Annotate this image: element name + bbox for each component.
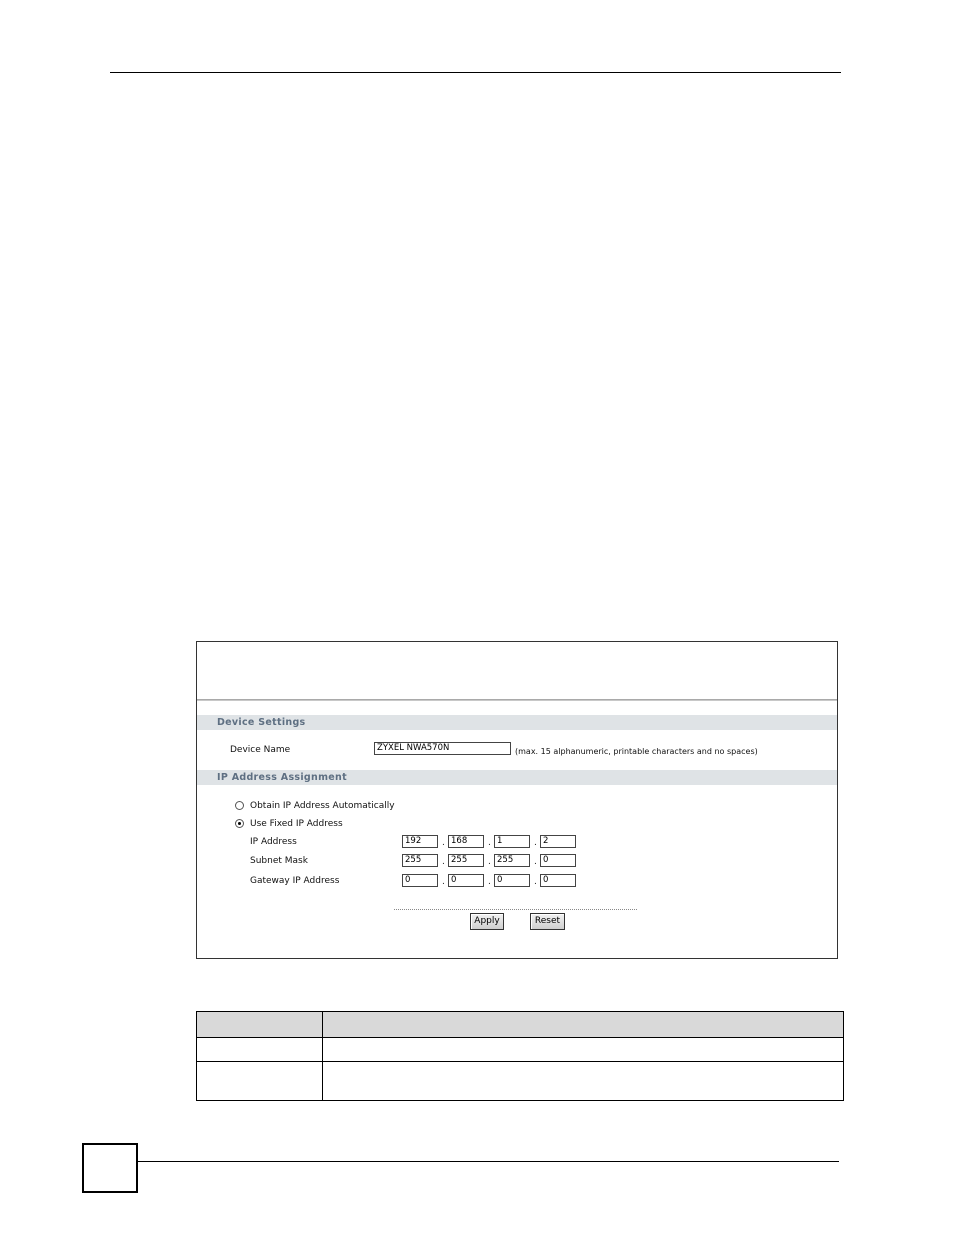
table-cell [197,1062,323,1101]
table-header-cell [197,1012,323,1038]
gateway-ip-octet-1[interactable]: 0 [402,874,438,887]
device-settings-section-title: Device Settings [197,715,837,730]
subnet-mask-octet-1[interactable]: 255 [402,854,438,867]
screen-title-divider [197,699,837,701]
subnet-mask-octet-4[interactable]: 0 [540,854,576,867]
ip-address-octet-4[interactable]: 2 [540,835,576,848]
ip-address-octet-3[interactable]: 1 [494,835,530,848]
subnet-mask-octet-3[interactable]: 255 [494,854,530,867]
gateway-ip-octet-3[interactable]: 0 [494,874,530,887]
gateway-ip-octet-4[interactable]: 0 [540,874,576,887]
table-cell [323,1062,844,1101]
subnet-mask-separator: . [488,857,491,867]
ip-address-label: IP Address [250,837,297,847]
ip-address-octet-1[interactable]: 192 [402,835,438,848]
subnet-mask-separator: . [442,857,445,867]
ip-address-separator: . [442,838,445,848]
subnet-mask-label: Subnet Mask [250,856,308,866]
lan-settings-screenshot [196,641,838,959]
table-row [197,1038,844,1062]
table-row [197,1062,844,1101]
subnet-mask-separator: . [534,857,537,867]
obtain-auto-label: Obtain IP Address Automatically [250,801,395,811]
gateway-ip-separator: . [442,877,445,887]
gateway-ip-octet-2[interactable]: 0 [448,874,484,887]
header-rule [110,72,841,73]
table-header-cell [323,1012,844,1038]
gateway-ip-separator: . [488,877,491,887]
gateway-ip-separator: . [534,877,537,887]
device-name-input[interactable]: ZYXEL NWA570N [374,742,511,755]
ip-address-octet-2[interactable]: 168 [448,835,484,848]
device-name-hint: (max. 15 alphanumeric, printable characters and no spaces) [515,747,758,756]
footer-rule [138,1161,839,1162]
table-header-row [197,1012,844,1038]
reset-button[interactable]: Reset [530,913,565,930]
table-cell [323,1038,844,1062]
use-fixed-ip-label: Use Fixed IP Address [250,819,343,829]
field-description-table [196,1011,844,1101]
ip-address-separator: . [488,838,491,848]
apply-button[interactable]: Apply [470,913,504,930]
button-divider [394,909,637,910]
ip-address-separator: . [534,838,537,848]
subnet-mask-octet-2[interactable]: 255 [448,854,484,867]
page-number-box [82,1143,138,1193]
gateway-ip-label: Gateway IP Address [250,876,340,886]
ip-assignment-section-title: IP Address Assignment [197,770,837,785]
use-fixed-ip-radio[interactable] [235,819,244,828]
table-cell [197,1038,323,1062]
obtain-auto-radio[interactable] [235,801,244,810]
device-name-label: Device Name [230,745,291,755]
